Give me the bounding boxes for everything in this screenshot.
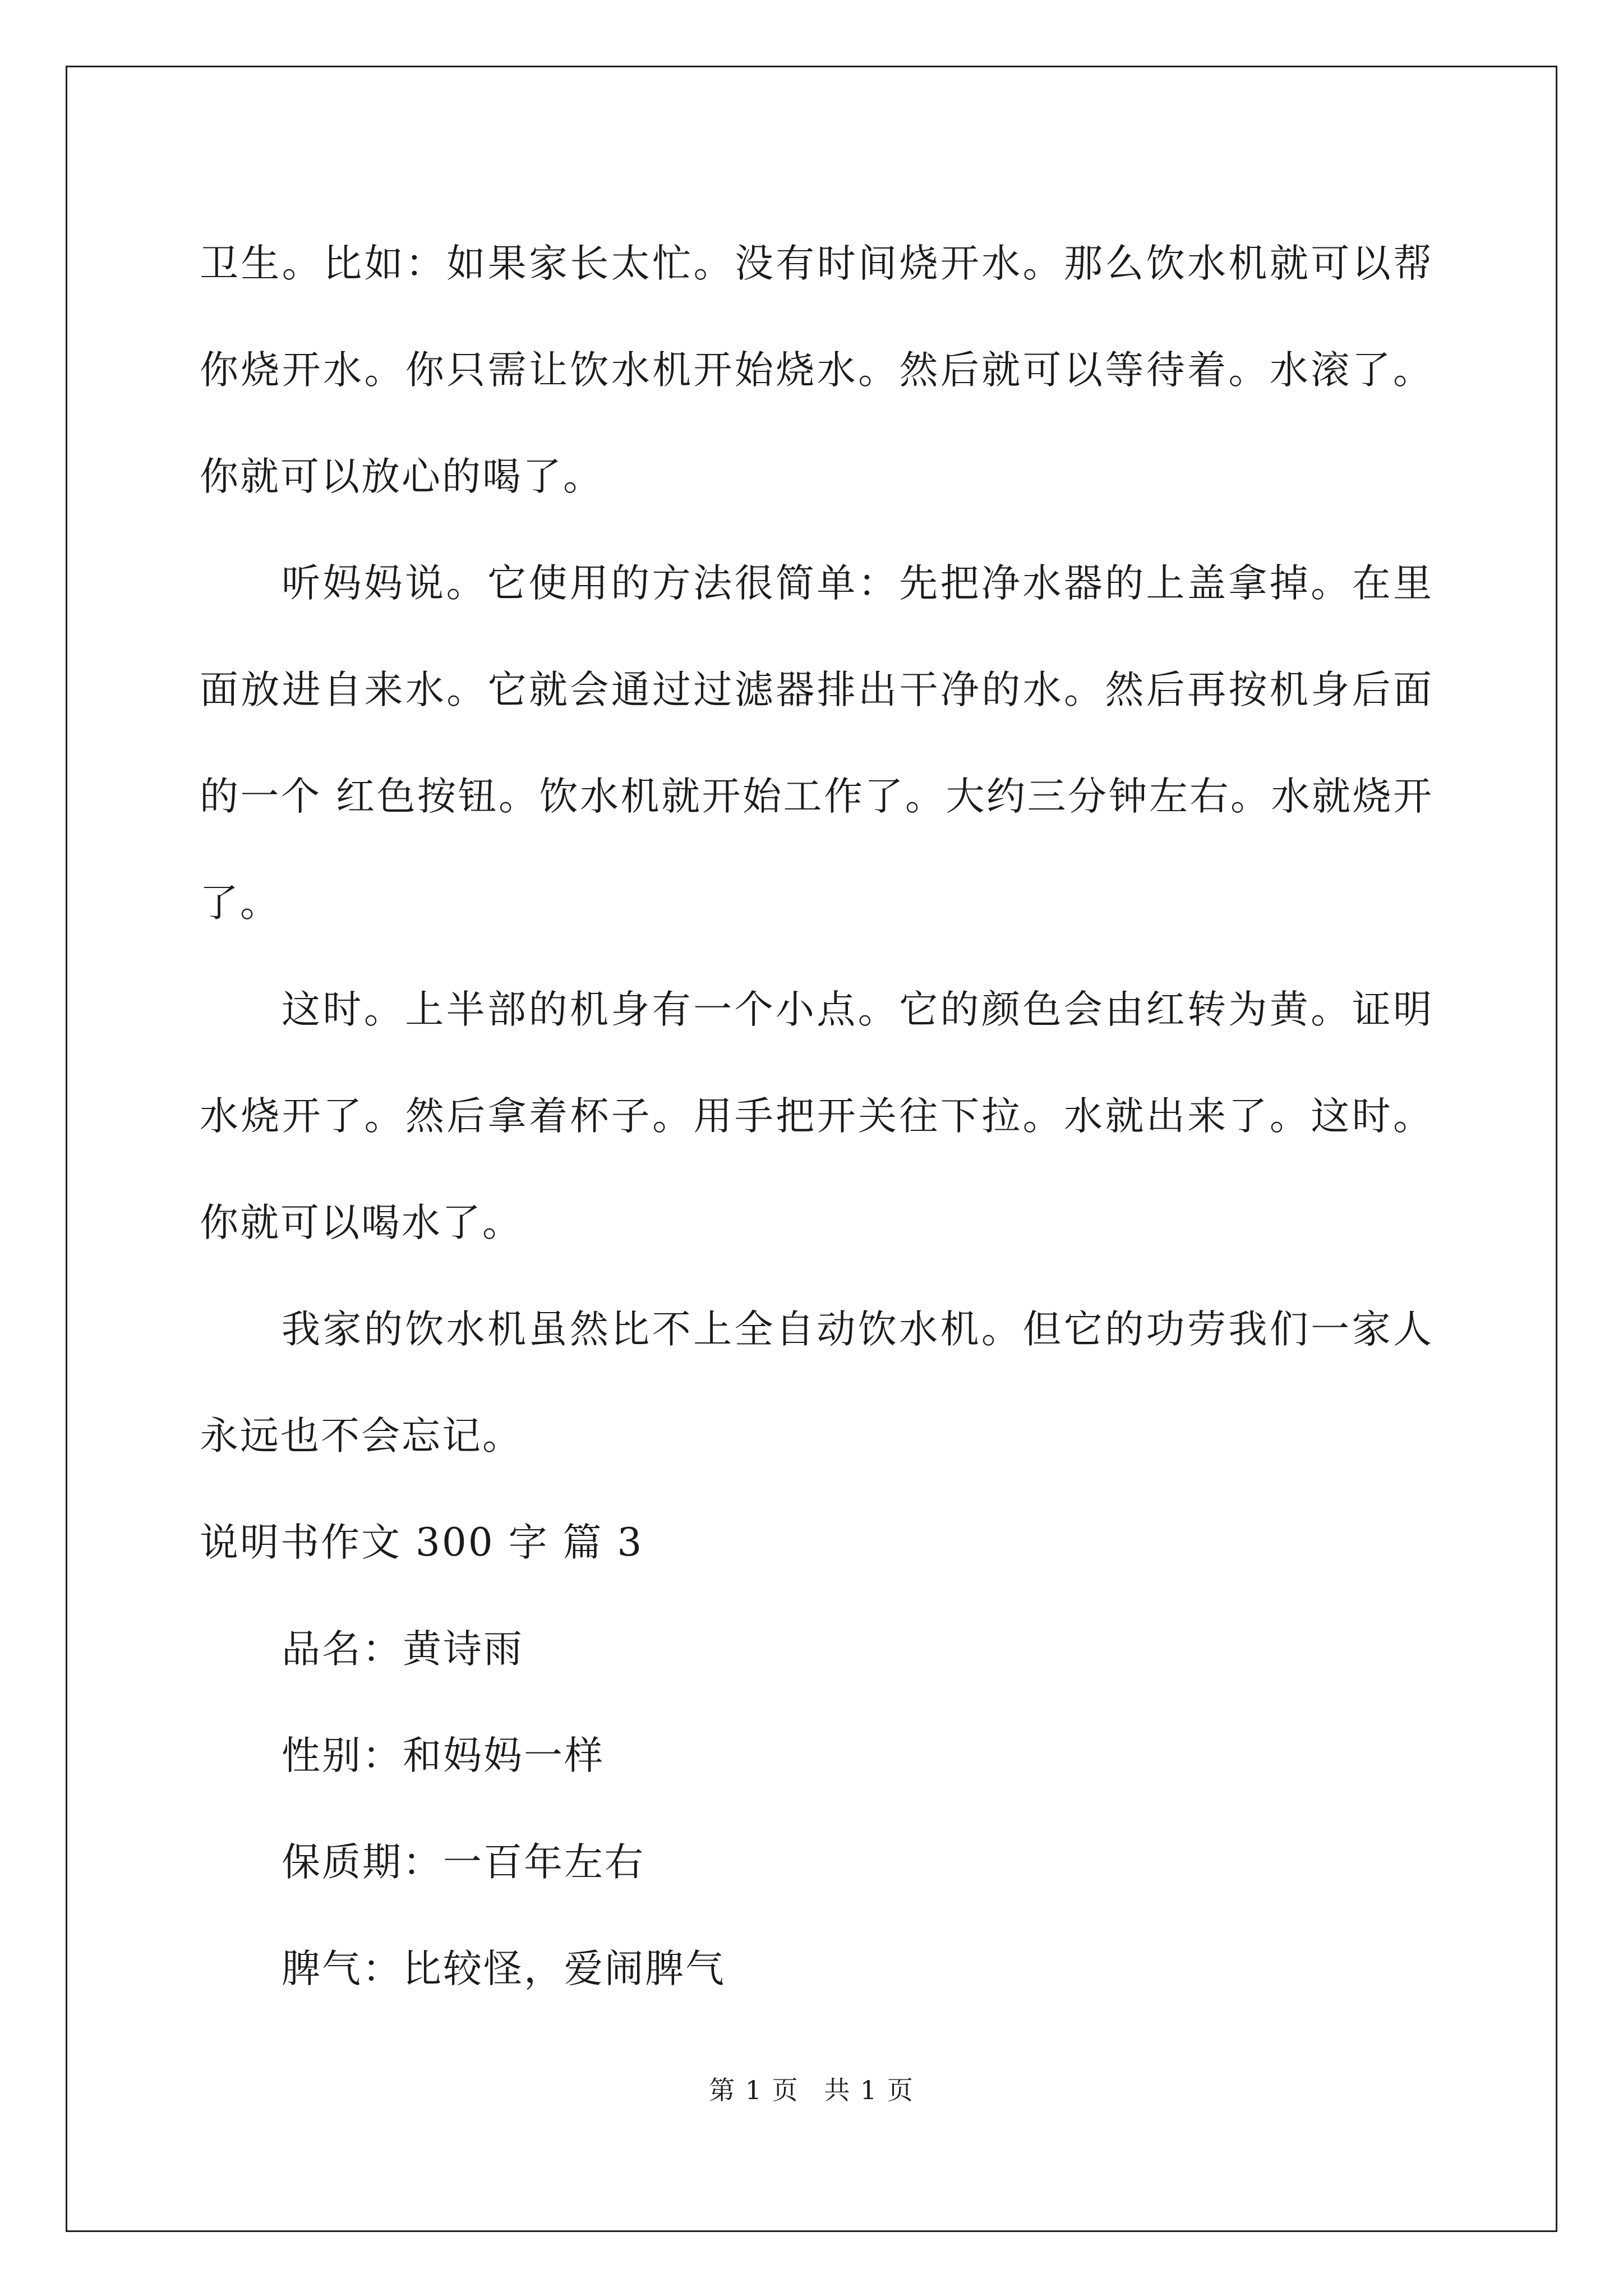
page-number-total: 共 1 页 [824,2075,914,2105]
field-gender: 性别：和妈妈一样 [282,1733,605,1778]
field-product-name: 品名：黄诗雨 [282,1627,524,1672]
page-number-current: 第 1 页 [709,2075,799,2105]
document-body [200,210,1433,2022]
field-shelf-life: 保质期：一百年左右 [282,1840,645,1885]
paragraph-continued: 卫生。比如：如果家长太忙。没有时间烧开水。那么饮水机就可以帮你烧开水。你只需让饮水机开始烧水。然后就可以等待着。水滚了。你就可以放心的喝了。 [200,241,1433,499]
section-heading: 说明书作文 300 字 篇 3 [200,1520,644,1565]
paragraph-conclusion: 我家的饮水机虽然比不上全自动饮水机。但它的功劳我们一家人永远也不会忘记。 [200,1307,1433,1458]
paragraph-usage: 听妈妈说。它使用的方法很简单：先把净水器的上盖拿掉。在里面放进自来水。它就会通过过滤器排出干净的水。然后再按机身后面的一个 红色按钮。饮水机就开始工作了。大约三分钟左右。水就烧开了。 [200,561,1433,926]
field-temper: 脾气：比较怪，爱闹脾气 [282,1947,726,1991]
paragraph-indicator: 这时。上半部的机身有一个小点。它的颜色会由红转为黄。证明水烧开了。然后拿着杯子。用手把开关往下拉。水就出来了。这时。你就可以喝水了。 [200,987,1433,1245]
page-footer [0,2070,1623,2107]
